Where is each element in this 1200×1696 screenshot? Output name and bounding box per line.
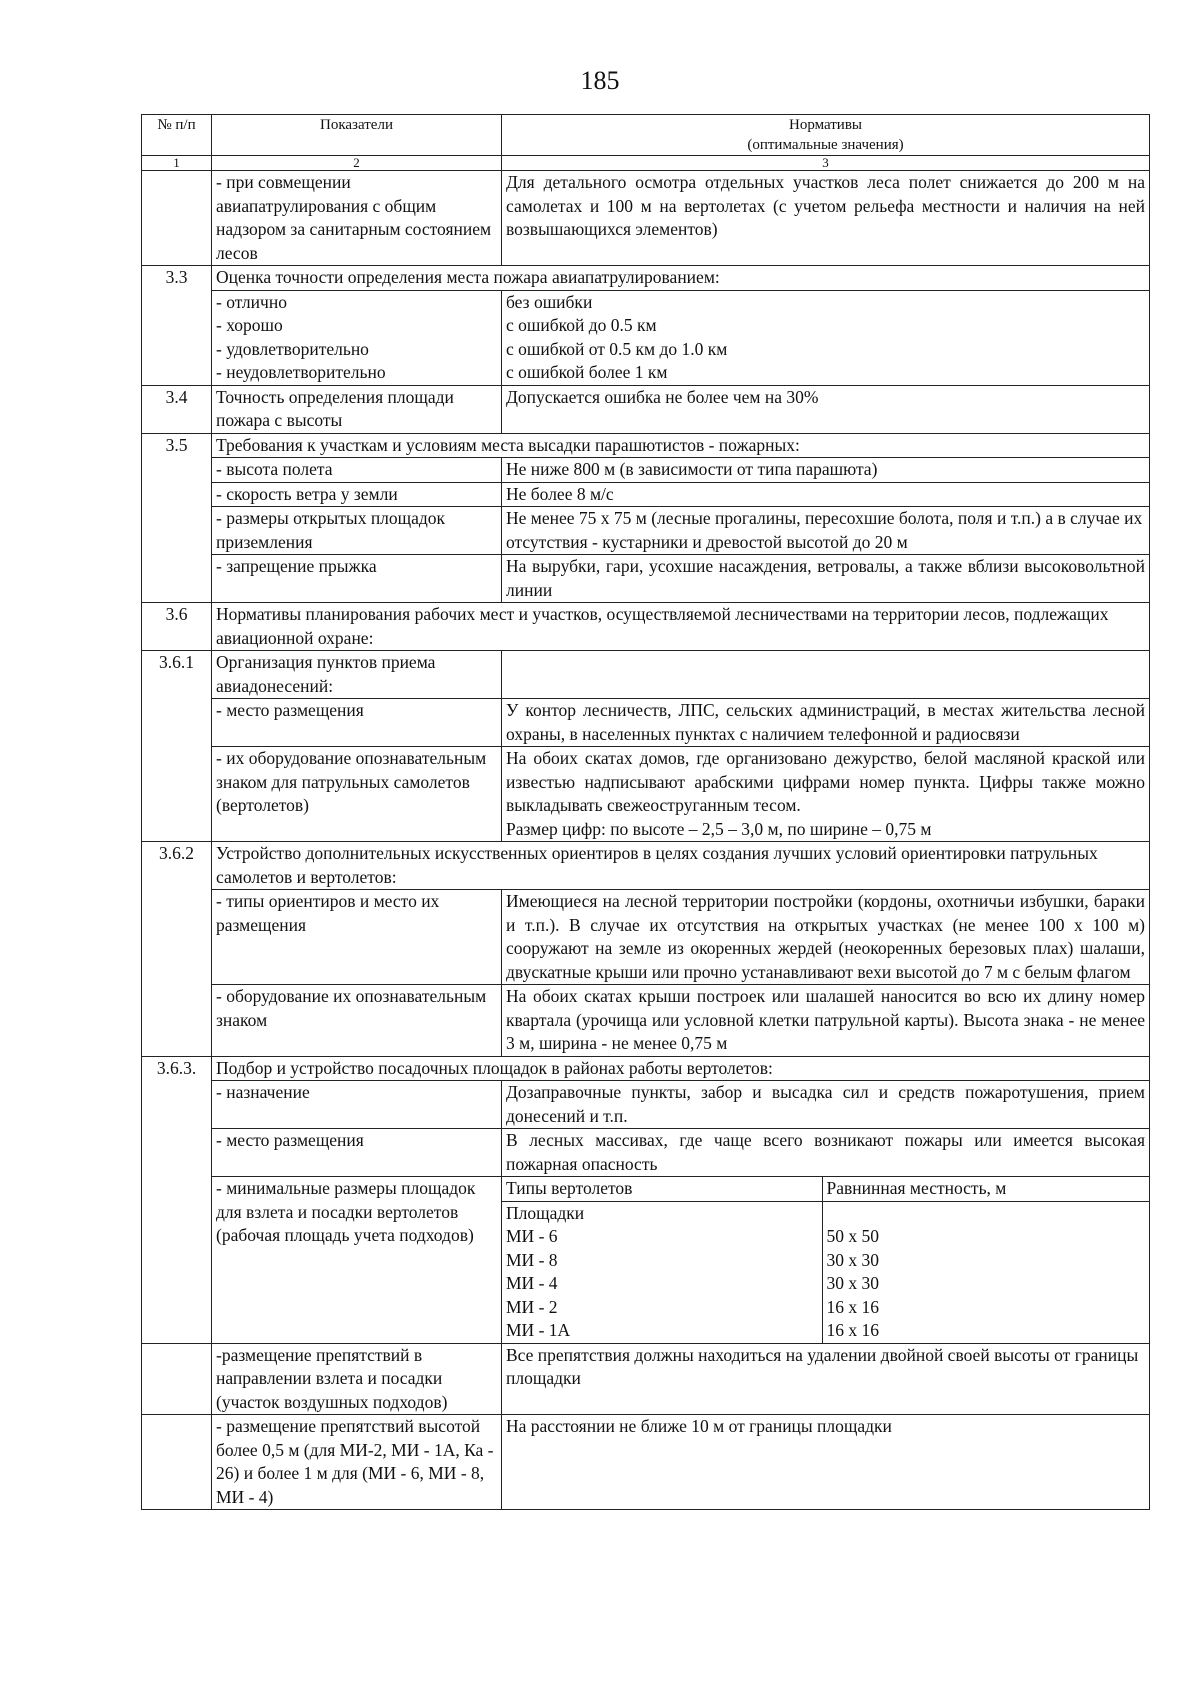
helicopter-sizes-table <box>502 1177 1149 1343</box>
grade-norm: без ошибки <box>506 291 593 312</box>
norm-cell: Все препятствия должны находиться на удалении двойной своей высоты от границы площадки <box>502 1343 1150 1415</box>
column-number-3: 3 <box>502 156 1150 171</box>
norm-cell: В лесных массивах, где чаще всего возникают пожары или имеется высокая пожарная опасность <box>502 1129 1150 1177</box>
table-row <box>142 266 1150 291</box>
section-title: Требования к участкам и условиям места высадки парашютистов - пожарных: <box>212 433 1150 458</box>
norm-cell: Допускается ошибка не более чем на 30% <box>502 385 1150 433</box>
indicator-cell: - место размещения <box>212 1129 502 1177</box>
norm-cell: Не более 8 м/с <box>502 482 1150 507</box>
norm-cell: На расстоянии не ближе 10 м от границы площадки <box>502 1415 1150 1510</box>
table-row <box>142 433 1150 458</box>
table-row <box>142 1081 1150 1129</box>
norms-table <box>141 114 1150 1510</box>
row-number: 3.5 <box>142 433 212 603</box>
row-number: 3.3 <box>142 266 212 291</box>
column-number-1: 1 <box>142 156 212 171</box>
table-row <box>142 651 1150 699</box>
platform-size: 30 х 30 <box>826 1273 879 1293</box>
norm-cell: Дозаправочные пункты, забор и высадка сил и средств пожаротушения, прием донесений и т.п. <box>502 1081 1150 1129</box>
helicopter-type: МИ - 8 <box>506 1249 558 1270</box>
grade-label: - отлично <box>216 291 287 312</box>
norm-cell <box>502 747 1150 842</box>
section-title: Нормативы планирования рабочих мест и участков, осуществляемой лесничествами на территории лесов, подлежащих авиационной охране: <box>212 603 1150 651</box>
indicator-cell: - при совмещении авиапатрулирования с общим надзором за санитарным состоянием лесов <box>212 171 502 266</box>
table-row <box>142 507 1150 555</box>
table-row <box>142 290 1150 385</box>
section-title: Организация пунктов приема авиадонесений: <box>212 651 502 699</box>
indicator-cell: - размеры открытых площадок приземления <box>212 507 502 555</box>
column-number-2: 2 <box>212 156 502 171</box>
indicator-cell: -размещение препятствий в направлении взлета и посадки (участок воздушных подходов) <box>212 1343 502 1415</box>
norm-text: Размер цифр: по высоте – 2,5 – 3,0 м, по ширине – 0,75 м <box>506 818 932 839</box>
section-title: Устройство дополнительных искусственных ориентиров в целях создания лучших условий ориентировки патрульных самолетов и вертолетов: <box>212 842 1150 890</box>
table-row <box>142 1343 1150 1415</box>
table-row <box>142 890 1150 985</box>
norm-cell: Имеющиеся на лесной территории постройки (кордоны, охотничьи избушки, бараки и т.п.). В случае их отсутствия на открытых участках (не менее 100 х 100 м) сооружают на земле из окоренных жердей (неокоренных березовых плах) шалаши, двускатные крыши или прочно устанавливают вехи высотой до 7 м с белым флагом <box>502 890 1150 985</box>
norm-cell <box>502 290 1150 385</box>
norm-text: На обоих скатах домов, где организовано дежурство, белой масляной краской или известью надписывают арабскими цифрами номер пункта. Цифры также можно выкладывать свежеоструганным тесом. <box>506 748 1145 815</box>
platform-size: 50 х 50 <box>826 1226 879 1246</box>
indicator-cell: - назначение <box>212 1081 502 1129</box>
header-indicators: Показатели <box>212 115 502 156</box>
norm-cell: Для детального осмотра отдельных участков леса полет снижается до 200 м на самолетах и 100 м на вертолетах (с учетом рельефа местности и наличия на ней возвышающихся элементов) <box>502 171 1150 266</box>
row-number: 3.4 <box>142 385 212 433</box>
grade-norm: с ошибкой до 0.5 км <box>506 315 657 335</box>
section-title: Подбор и устройство посадочных площадок в районах работы вертолетов: <box>212 1056 1150 1081</box>
indicator-cell: - высота полета <box>212 458 502 483</box>
norm-cell: Не ниже 800 м (в зависимости от типа парашюта) <box>502 458 1150 483</box>
indicator-cell: - место размещения <box>212 699 502 747</box>
plain-terrain-header: Равнинная местность, м <box>822 1177 1149 1201</box>
header-norms-line1: Нормативы <box>788 117 862 133</box>
indicator-cell: - запрещение прыжка <box>212 555 502 603</box>
table-row <box>142 1056 1150 1081</box>
indicator-cell: - их оборудование опознавательным знаком для патрульных самолетов (вертолетов) <box>212 747 502 842</box>
indicator-cell: - типы ориентиров и место их размещения <box>212 890 502 985</box>
indicator-cell: - оборудование их опознавательным знаком <box>212 985 502 1057</box>
grade-label: - удовлетворительно <box>216 338 369 359</box>
table-row <box>142 555 1150 603</box>
row-number: 3.6.3. <box>142 1056 212 1343</box>
table-row <box>142 482 1150 507</box>
norm-cell: У контор лесничеств, ЛПС, сельских администраций, в местах жительства лесной охраны, в населенных пунктах с наличием телефонной и радиосвязи <box>502 699 1150 747</box>
table-row <box>142 1129 1150 1177</box>
table-header-row <box>142 115 1150 156</box>
indicator-cell: - минимальные размеры площадок для взлета и посадки вертолетов (рабочая площадь учета подходов) <box>212 1177 502 1344</box>
indicator-cell <box>212 290 502 385</box>
platforms-label: Площадки <box>506 1202 585 1223</box>
table-row <box>142 747 1150 842</box>
table-row <box>142 171 1150 266</box>
indicator-cell: - размещение препятствий высотой более 0,5 м (для МИ-2, МИ - 1А, Ка - 26) и более 1 м для (МИ - 6, МИ - 8, МИ - 4) <box>212 1415 502 1510</box>
norm-cell: На вырубки, гари, усохшие насаждения, ветровалы, а также вблизи высоковольтной линии <box>502 555 1150 603</box>
section-title: Оценка точности определения места пожара авиапатрулированием: <box>212 266 1150 291</box>
platform-size: 16 х 16 <box>826 1296 879 1317</box>
helicopter-sizes-body <box>502 1201 1149 1343</box>
table-row <box>142 458 1150 483</box>
page-number: 185 <box>580 66 620 95</box>
table-row <box>142 699 1150 747</box>
table-row <box>142 603 1150 651</box>
header-norms-line2: (оптимальные значения) <box>747 137 904 153</box>
grade-label: - неудовлетворительно <box>216 362 386 382</box>
helicopter-types-header: Типы вертолетов <box>502 1177 822 1201</box>
header-norms <box>502 115 1150 156</box>
table-column-numbers-row <box>142 156 1150 171</box>
helicopter-sizes-cell <box>502 1177 1150 1344</box>
table-row <box>142 842 1150 890</box>
table-row <box>142 385 1150 433</box>
norm-cell: На обоих скатах крыши построек или шалашей наносится во всю их длину номер квартала (урочища или условной клетки патрульной карты). Высота знака - не менее 3 м, ширина - не менее 0,75 м <box>502 985 1150 1057</box>
table-row <box>142 1415 1150 1510</box>
table-row <box>142 985 1150 1057</box>
helicopter-type: МИ - 6 <box>506 1226 558 1246</box>
indicator-cell: - скорость ветра у земли <box>212 482 502 507</box>
grade-norm: с ошибкой более 1 км <box>506 362 668 382</box>
helicopter-sizes-header <box>502 1177 1149 1201</box>
row-number: 3.6 <box>142 603 212 651</box>
platform-size: 16 х 16 <box>826 1320 879 1340</box>
helicopter-type: МИ - 4 <box>506 1273 558 1293</box>
helicopter-type: МИ - 2 <box>506 1296 558 1317</box>
row-number: 3.6.1 <box>142 651 212 842</box>
norm-cell: Не менее 75 х 75 м (лесные прогалины, пересохшие болота, поля и т.п.) а в случае их отсутствия - кустарники и древостой высотой до 20 м <box>502 507 1150 555</box>
indicator-cell: Точность определения площади пожара с высоты <box>212 385 502 433</box>
row-number: 3.6.2 <box>142 842 212 1057</box>
platform-size: 30 х 30 <box>826 1249 879 1270</box>
grade-label: - хорошо <box>216 315 283 335</box>
helicopter-type: МИ - 1А <box>506 1320 571 1340</box>
header-number: № п/п <box>142 115 212 156</box>
table-row <box>142 1177 1150 1344</box>
grade-norm: с ошибкой от 0.5 км до 1.0 км <box>506 338 728 359</box>
